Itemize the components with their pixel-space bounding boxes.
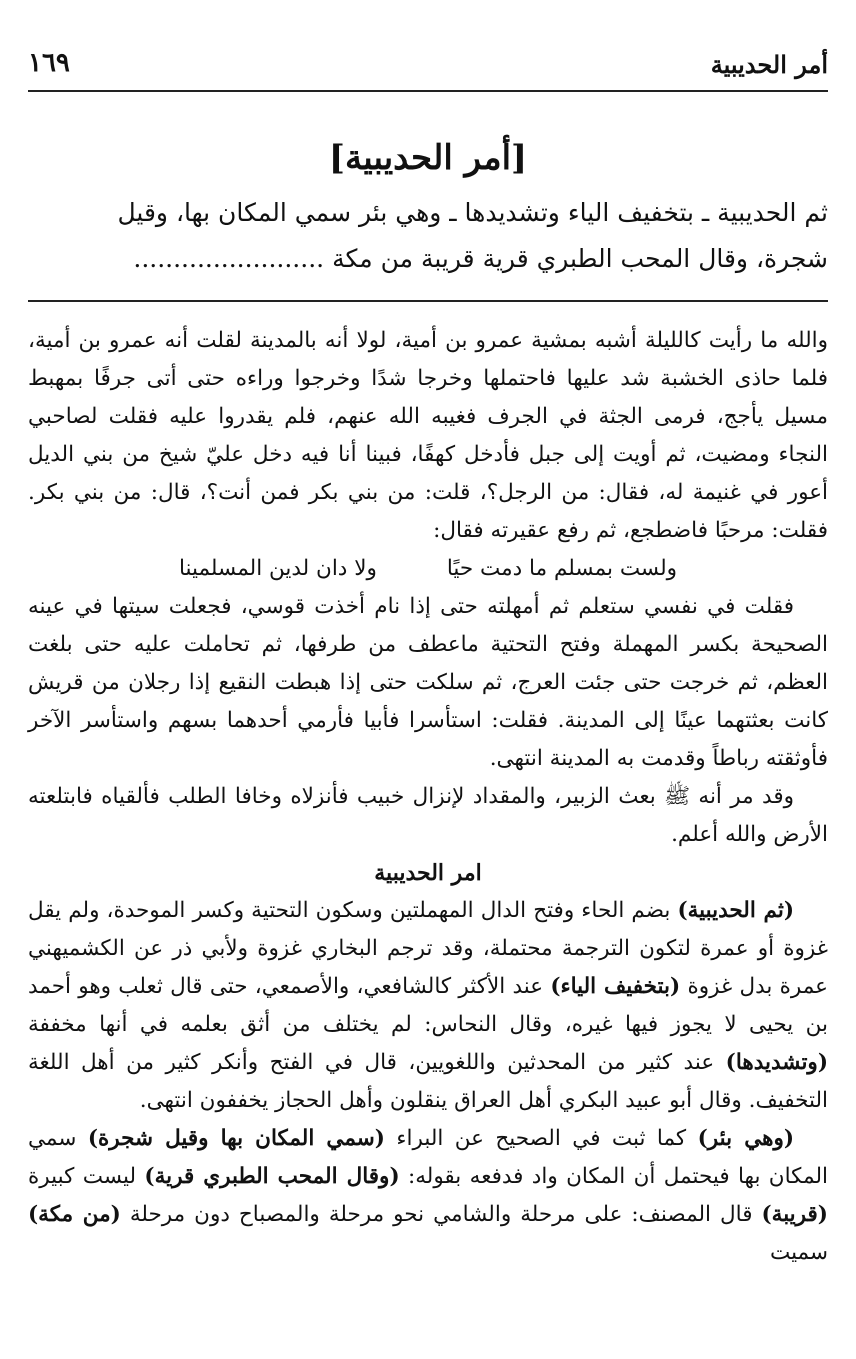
section-divider [28,300,828,302]
matn-title: [أمر الحديبية] [328,138,528,178]
commentary-paragraph-2: فقلت في نفسي ستعلم ثم أمهلته حتى إذا نام أخذت قوسي، فجعلت سيتها في عينه الصحيحة بكسر المهملة وفتح التحتية ماعطف من طرفها، ثم تحاملت عليه حتى بلغت العظم، ثم خرجت حتى جئت العرج، ثم سلكت حتى إذا هبطت النقيع إذا رجلان من قريش كانت بعثتهما عينًا إلى المدينة. فقلت: استأسرا فأبيا فأرمي أحدهما بسهم واستأسر الآخر فأوثقته رباطاً وقدمت به المدينة انتهى. [28,594,828,771]
gloss: عند كثير من المحدثين واللغويين، قال في الفتح وأنكر كثير من أهل اللغة التخفيف. وقال أبو عبيد البكري أهل العراق ينقلون وأهل الحجاز يخففون انتهى. [28,1050,828,1113]
lemma: (سمي المكان بها وقيل شجرة) [87,1126,385,1151]
lemma: (ثم الحديبية) [677,898,794,923]
lemma: (وقال المحب الطبري قرية) [144,1164,400,1189]
commentary-paragraph-3: وقد مر أنه ﷺ بعث الزبير، والمقداد لإنزال خبيب فأنزلاه وخافا الطلب فألقياه فابتلعته الأرض والله أعلم. [28,784,828,847]
matn-text [28,190,828,282]
commentary-paragraph-1: والله ما رأيت كالليلة أشبه بمشية عمرو بن أمية، لولا أنه بالمدينة لقلت أنه عمرو بن أمية، فلما حاذى الخشبة شد عليها فاحتملها وخرجا شدًا وخرجوا وراءه حتى أتى جرفًا بمهبط مسيل يأجج، فرمى الجثة في الجرف فغيبه الله عنهم، فلم يقدروا عليه فقلت لصاحبي النجاء ومضيت، ثم أويت إلى جبل فأدخل كهفًا، فبينا أنا فيه دخل عليّ شيخ من بني الديل أعور في غنيمة له، فقال: من الرجل؟، قلت: من بني بكر فمن أنت؟، قال: من بني بكر. فقلت: مرحبًا فاضطجع، ثم رفع عقيرته فقال: [28,328,828,543]
book-page [28,0,828,1359]
matn-line-1: ثم الحديبية ـ بتخفيف الياء وتشديدها ـ وهي بئر سمي المكان بها، وقيل [117,198,828,227]
gloss: سمي المكان بها فيحتمل أن المكان واد فدفعه بقوله: [28,1126,828,1189]
matn-line-2 [28,236,828,282]
gloss: بضم الحاء وفتح الدال المهملتين وسكون التحتية وكسر الموحدة، ولم يقل غزوة أو عمرة لتكون الترجمة محتملة، وقد ترجم البخاري غزوة ولأبي ذر عن الكشميهني عمرة بدل غزوة [28,898,828,999]
commentary-paragraph-5 [28,1120,828,1272]
commentary-subheading: امر الحديبية [374,860,482,886]
running-title: أمر الحديبية [710,50,828,79]
poetry-verse [28,550,828,588]
gloss: كما ثبت في الصحيح عن البراء [384,1126,698,1151]
gloss: عند الأكثر كالشافعي، والأصمعي، حتى قال ثعلب وهو أحمد بن يحيى لا يجوز فيها غيره، وقال النحاس: لم يختلف من أثق بعلمه في أنها مخففة [28,974,828,1037]
lemma: (وتشديدها) [725,1050,828,1075]
lemma: (وهي بئر) [697,1126,795,1151]
gloss: سميت [769,1240,828,1265]
lemma: (بتخفيف الياء) [550,974,681,999]
gloss: قال المصنف: على مرحلة والشامي نحو مرحلة والمصباح دون مرحلة [120,1202,762,1227]
gloss: ليست كبيرة [28,1164,145,1189]
verse-second-hemistich: ولا دان لدين المسلمينا [178,556,377,581]
matn-line-2-text: شجرة، وقال المحب الطبري قرية قريبة من مكة [332,244,828,273]
page-number: ١٦٩ [28,48,70,78]
lemma: (قريبة) [761,1202,828,1227]
verse-first-hemistich: ولست بمسلم ما دمت حيًا [446,556,678,581]
matn-ellipsis: ........................ [133,244,325,273]
lemma: (من مكة) [28,1202,121,1227]
commentary-text [28,322,828,1272]
commentary-paragraph-4 [28,892,828,1120]
running-header [28,46,828,92]
